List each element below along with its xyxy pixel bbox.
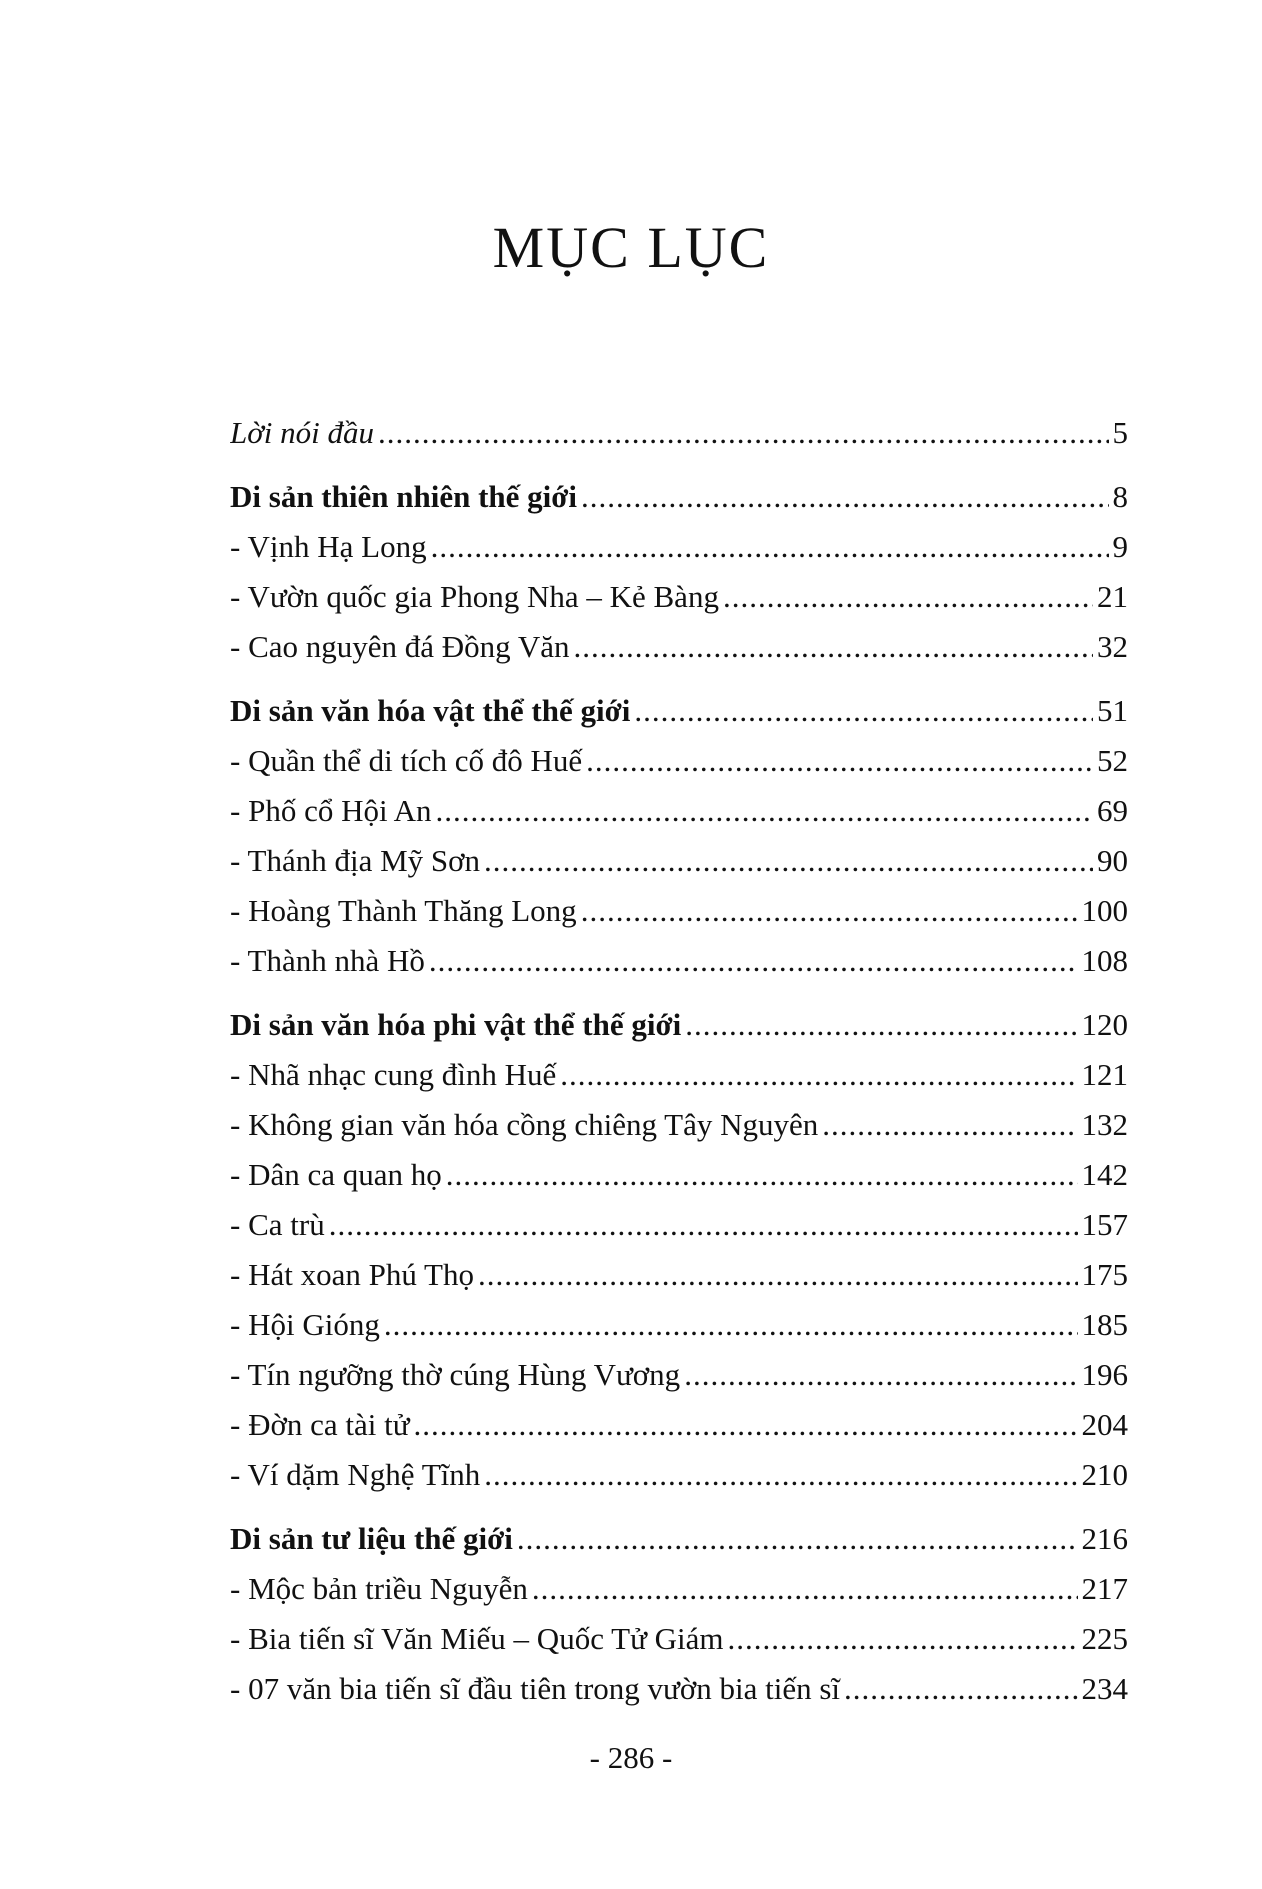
toc-entry-label: - Ca trù [230, 1207, 325, 1242]
toc-entry-label: - Hát xoan Phú Thọ [230, 1257, 474, 1292]
toc-entry-label: - Không gian văn hóa cồng chiêng Tây Nguyên [230, 1107, 819, 1142]
dot-leader [723, 572, 1093, 622]
dot-leader [581, 472, 1108, 522]
toc-entry [230, 736, 1128, 786]
dot-leader [560, 1050, 1077, 1100]
toc-entry [230, 1300, 1128, 1350]
toc-entry [230, 1100, 1128, 1150]
dot-leader [484, 836, 1093, 886]
toc-entry-page: 121 [1081, 1057, 1128, 1092]
dot-leader [684, 1350, 1077, 1400]
toc-entry [230, 1050, 1128, 1100]
dot-leader [414, 1400, 1078, 1450]
toc-entry-label: Di sản văn hóa phi vật thể thế giới [230, 1007, 682, 1042]
toc-entry-page: 225 [1081, 1621, 1128, 1656]
toc-entry-page: 51 [1097, 693, 1128, 728]
toc-entry-page: 234 [1081, 1671, 1128, 1706]
toc-entry-label: - Vườn quốc gia Phong Nha – Kẻ Bàng [230, 579, 719, 614]
toc-entry [230, 1664, 1128, 1714]
dot-leader [446, 1150, 1078, 1200]
toc-entry-page: 204 [1081, 1407, 1128, 1442]
toc-entry-page: 185 [1081, 1307, 1128, 1342]
toc-entry-page: 216 [1081, 1521, 1128, 1556]
toc-entry-page: 32 [1097, 629, 1128, 664]
toc-entry-label: - Bia tiến sĩ Văn Miếu – Quốc Tử Giám [230, 1621, 724, 1656]
toc-entry-page: 157 [1081, 1207, 1128, 1242]
toc-entry [230, 1400, 1128, 1450]
dot-leader [634, 686, 1093, 736]
toc-entry-label: - Hoàng Thành Thăng Long [230, 893, 577, 928]
toc-entry-page: 132 [1081, 1107, 1128, 1142]
toc-section-entry [230, 686, 1128, 736]
toc-entry-label: - Đờn ca tài tử [230, 1407, 410, 1442]
toc-entry-page: 175 [1081, 1257, 1128, 1292]
toc-entry [230, 886, 1128, 936]
toc-entry-page: 120 [1081, 1007, 1128, 1042]
dot-leader [329, 1200, 1078, 1250]
toc-entry-label: - Quần thể di tích cố đô Huế [230, 743, 583, 778]
dot-leader [581, 886, 1078, 936]
toc-entry-label: - Tín ngưỡng thờ cúng Hùng Vương [230, 1357, 681, 1392]
dot-leader [478, 1250, 1078, 1300]
dot-leader [586, 736, 1093, 786]
page-number: - 286 - [589, 1740, 673, 1775]
dot-leader [384, 1300, 1078, 1350]
dot-leader [574, 622, 1093, 672]
toc-section-entry [230, 1514, 1128, 1564]
toc-entry-page: 210 [1081, 1457, 1128, 1492]
toc-intro-entry [230, 408, 1128, 458]
toc-entry-page: 9 [1112, 529, 1128, 564]
toc-entry-page: 108 [1081, 943, 1128, 978]
toc-entry [230, 1564, 1128, 1614]
toc-entry [230, 936, 1128, 986]
dot-leader [844, 1664, 1077, 1714]
toc-entry-page: 8 [1112, 479, 1128, 514]
dot-leader [436, 786, 1094, 836]
toc-entry-label: - Hội Gióng [230, 1307, 380, 1342]
toc-entry-label: Di sản văn hóa vật thể thế giới [230, 693, 631, 728]
toc-entry-label: - Dân ca quan họ [230, 1157, 442, 1192]
toc-entry-page: 90 [1097, 843, 1128, 878]
toc-entry [230, 1200, 1128, 1250]
dot-leader [685, 1000, 1077, 1050]
dot-leader [532, 1564, 1078, 1614]
toc-entry-label: - Thánh địa Mỹ Sơn [230, 843, 481, 878]
toc-entry [230, 836, 1128, 886]
toc-entry [230, 1614, 1128, 1664]
toc-entry-label: - Phố cổ Hội An [230, 793, 432, 828]
toc-entry [230, 622, 1128, 672]
toc-entry-page: 100 [1081, 893, 1128, 928]
toc-entry-label: Lời nói đầu [230, 415, 375, 450]
toc-entry-label: - Mộc bản triều Nguyễn [230, 1571, 528, 1606]
toc-entry-label: - Thành nhà Hồ [230, 943, 425, 978]
toc-entry-label: - Vịnh Hạ Long [230, 529, 427, 564]
page-title: MỤC LỤC [492, 215, 770, 280]
toc-entry-label: - Cao nguyên đá Đồng Văn [230, 629, 570, 664]
dot-leader [378, 408, 1108, 458]
toc-entry-page: 196 [1081, 1357, 1128, 1392]
toc-section-entry [230, 1000, 1128, 1050]
toc-entry [230, 1350, 1128, 1400]
table-of-contents [230, 408, 1128, 1714]
dot-leader [484, 1450, 1077, 1500]
toc-entry [230, 1150, 1128, 1200]
toc-entry [230, 1450, 1128, 1500]
toc-entry [230, 1250, 1128, 1300]
toc-entry-label: - Ví dặm Nghệ Tĩnh [230, 1457, 481, 1492]
toc-entry [230, 572, 1128, 622]
toc-entry-page: 142 [1081, 1157, 1128, 1192]
toc-entry-label: Di sản tư liệu thế giới [230, 1521, 513, 1556]
toc-entry-label: - 07 văn bia tiến sĩ đầu tiên trong vườn bia tiến sĩ [230, 1671, 841, 1706]
dot-leader [728, 1614, 1078, 1664]
toc-entry-page: 52 [1097, 743, 1128, 778]
toc-entry-page: 5 [1112, 415, 1128, 450]
dot-leader [822, 1100, 1077, 1150]
toc-entry-page: 217 [1081, 1571, 1128, 1606]
toc-entry [230, 786, 1128, 836]
toc-section-entry [230, 472, 1128, 522]
toc-entry-page: 21 [1097, 579, 1128, 614]
dot-leader [429, 936, 1078, 986]
toc-entry [230, 522, 1128, 572]
toc-entry-label: Di sản thiên nhiên thế giới [230, 479, 578, 514]
dot-leader [517, 1514, 1078, 1564]
toc-entry-page: 69 [1097, 793, 1128, 828]
toc-entry-label: - Nhã nhạc cung đình Huế [230, 1057, 557, 1092]
dot-leader [431, 522, 1109, 572]
